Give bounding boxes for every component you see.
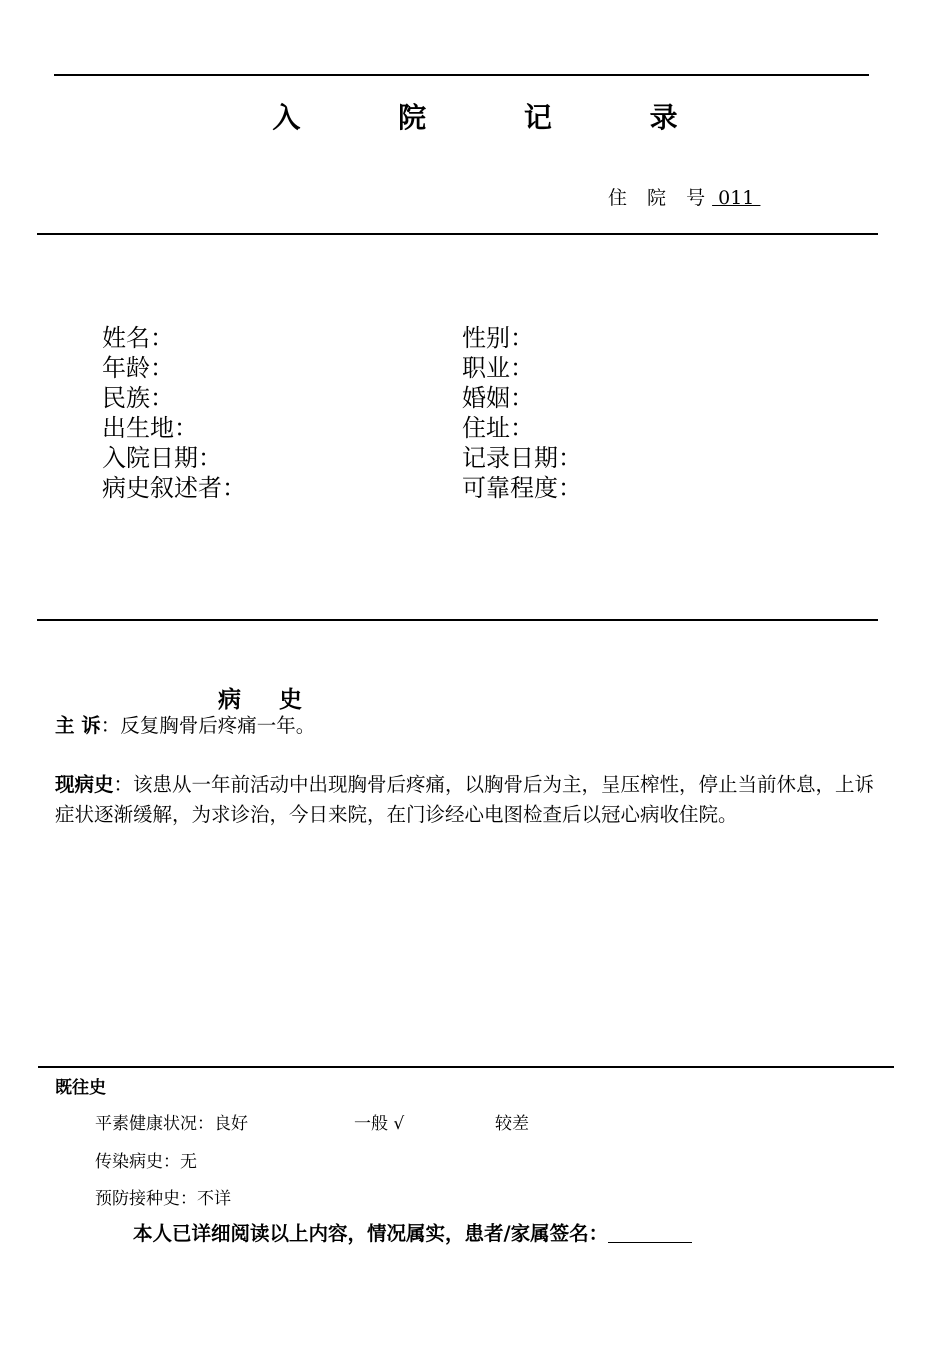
field-birthplace-label: 出生地： [102, 414, 198, 442]
admission-number [608, 183, 760, 210]
history-heading-part-2: 史 [279, 687, 302, 713]
past-history-rule [38, 1066, 894, 1068]
field-name-label: 姓名： [102, 324, 174, 352]
page-title: 入 院 记 录 [272, 101, 722, 134]
chief-complaint-text: ：反复胸骨后疼痛一年。 [100, 714, 316, 737]
signature-blank[interactable] [608, 1242, 692, 1243]
field-record-date-label: 记录日期： [462, 444, 582, 472]
health-option-good: 良好 [214, 1114, 248, 1134]
past-history-title: 既往史 [55, 1078, 106, 1098]
admission-number-label: 住 院 号 [608, 187, 713, 209]
info-bottom-rule [37, 619, 878, 621]
field-reliability-label: 可靠程度： [462, 474, 582, 502]
field-address-label: 住址： [462, 414, 534, 442]
health-status-row [95, 1109, 248, 1134]
patient-info-right [462, 323, 582, 503]
history-heading [218, 681, 302, 714]
health-status-label: 平素健康状况： [95, 1114, 214, 1134]
signature-line [133, 1218, 692, 1246]
field-gender-label: 性别： [462, 324, 534, 352]
health-option-average: 一般 √ [354, 1114, 405, 1134]
field-age-label: 年龄： [102, 354, 174, 382]
header-rule [37, 233, 878, 235]
health-option-poor: 较差 [495, 1114, 529, 1134]
field-admission-date-label: 入院日期： [102, 444, 222, 472]
chief-complaint [55, 711, 875, 741]
field-marital-label: 婚姻： [462, 384, 534, 412]
infectious-history: 传染病史：无 [95, 1152, 197, 1172]
top-rule [54, 74, 869, 76]
patient-info-left [102, 323, 246, 503]
present-illness-text: ：该患从一年前活动中出现胸骨后疼痛，以胸骨后为主，呈压榨性，停止当前休息，上诉症状逐渐缓解，为求诊治，今日来院，在门诊经心电图检查后以冠心病收住院。 [55, 773, 875, 826]
field-occupation-label: 职业： [462, 354, 534, 382]
field-narrator-label: 病史叙述者： [102, 474, 246, 502]
history-heading-part-1: 病 [218, 687, 241, 713]
chief-complaint-label: 主 诉 [55, 714, 101, 737]
present-illness [55, 770, 875, 830]
vaccination-history: 预防接种史：不详 [95, 1189, 231, 1209]
field-ethnicity-label: 民族： [102, 384, 174, 412]
signature-statement: 本人已详细阅读以上内容，情况属实，患者/家属签名： [133, 1222, 609, 1245]
admission-number-value: 011 [712, 187, 761, 209]
present-illness-label: 现病史 [55, 773, 114, 796]
